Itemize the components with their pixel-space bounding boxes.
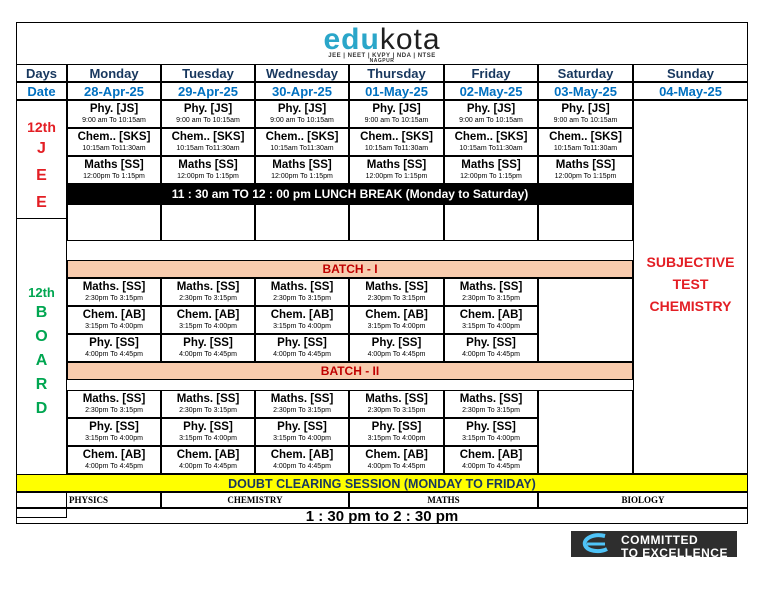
logo-brand-kota: kota	[379, 23, 441, 56]
batch-1-slot	[349, 334, 444, 362]
slot-subject: Chem. [AB]	[82, 449, 146, 461]
slot-subject: Phy. [SS]	[89, 337, 139, 349]
jee-slot	[444, 100, 538, 128]
batch-2-slot	[67, 418, 161, 446]
slot-subject: Chem. [AB]	[459, 449, 523, 461]
days-label: Days	[16, 64, 67, 82]
batch-1-label: BATCH - I	[67, 260, 633, 278]
board-side-letter: D	[35, 400, 48, 417]
slot-time: 12:00pm To 1:15pm	[460, 173, 522, 180]
batch-2-slot	[349, 446, 444, 474]
batch-1-slot	[444, 334, 538, 362]
day-header: Friday	[444, 64, 538, 82]
slot-subject: Phy. [SS]	[183, 421, 233, 433]
slot-time: 9:00 am To 10:15am	[82, 117, 146, 124]
slot-subject: Phy. [JS]	[372, 103, 421, 115]
slot-time: 2:30pm To 3:15pm	[85, 295, 143, 302]
slot-time: 12:00pm To 1:15pm	[177, 173, 239, 180]
slot-subject: Maths. [SS]	[270, 393, 334, 405]
slot-time: 4:00pm To 4:45pm	[462, 463, 520, 470]
jee-side-label	[16, 100, 67, 219]
jee-slot	[349, 156, 444, 184]
sunday-text-line3: CHEMISTRY	[649, 298, 732, 314]
jee-slot	[444, 156, 538, 184]
slot-subject: Phy. [SS]	[277, 421, 327, 433]
slot-subject: Chem. [AB]	[176, 449, 240, 461]
sunday-text-line1: SUBJECTIVE	[646, 254, 735, 270]
batch-2-slot	[67, 446, 161, 474]
slot-time: 9:00 am To 10:15am	[459, 117, 523, 124]
date-header: 01-May-25	[349, 82, 444, 100]
jee-slot	[444, 128, 538, 156]
batch-1-slot	[67, 306, 161, 334]
day-header: Wednesday	[255, 64, 349, 82]
slot-subject: Maths [SS]	[84, 159, 144, 171]
slot-subject: Phy. [SS]	[371, 337, 422, 349]
board-side-top: 12th	[28, 285, 55, 300]
empty-slot	[538, 204, 633, 241]
slot-time: 4:00pm To 4:45pm	[85, 351, 143, 358]
slot-time: 9:00 am To 10:15am	[270, 117, 334, 124]
slot-subject: Chem.. [SKS]	[454, 131, 528, 143]
jee-side-letter: E	[36, 194, 47, 211]
day-header: Saturday	[538, 64, 633, 82]
day-header: Tuesday	[161, 64, 255, 82]
slot-time: 10:15am To11:30am	[459, 145, 523, 152]
slot-subject: Chem. [AB]	[365, 309, 428, 321]
badge-logo-icon	[575, 531, 619, 557]
slot-subject: Chem. [AB]	[270, 309, 334, 321]
batch-1-slot	[255, 306, 349, 334]
slot-time: 10:15am To11:30am	[82, 145, 146, 152]
slot-subject: Phy. [SS]	[466, 337, 516, 349]
slot-time: 12:00pm To 1:15pm	[554, 173, 617, 180]
batch-1-slot	[161, 278, 255, 306]
slot-time: 2:30pm To 3:15pm	[462, 295, 520, 302]
board-side-letter: R	[35, 376, 48, 393]
lunch-break-bar: 11 : 30 am TO 12 : 00 pm LUNCH BREAK (Monday to Saturday)	[67, 184, 633, 204]
slot-subject: Chem.. [SKS]	[171, 131, 245, 143]
sunday-text-line2: TEST	[672, 276, 709, 292]
logo-brand-edu: edu	[323, 23, 380, 56]
date-label: Date	[16, 82, 67, 100]
jee-slot	[161, 156, 255, 184]
logo-tagline	[17, 53, 747, 64]
empty-slot	[255, 204, 349, 241]
batch-1-slot	[255, 334, 349, 362]
timetable-sheet	[16, 22, 748, 528]
slot-time: 4:00pm To 4:45pm	[367, 463, 426, 470]
slot-time: 12:00pm To 1:15pm	[365, 173, 428, 180]
date-header: 02-May-25	[444, 82, 538, 100]
jee-slot	[538, 128, 633, 156]
slot-subject: Chem.. [SKS]	[549, 131, 622, 143]
batch-1-slot	[255, 278, 349, 306]
slot-time: 4:00pm To 4:45pm	[85, 463, 143, 470]
slot-subject: Chem. [AB]	[176, 309, 240, 321]
slot-subject: Maths. [SS]	[365, 281, 428, 293]
slot-time: 10:15am To11:30am	[553, 145, 618, 152]
day-header: Monday	[67, 64, 161, 82]
batch-1-slot	[444, 278, 538, 306]
slot-time: 4:00pm To 4:45pm	[179, 463, 237, 470]
slot-subject: Chem. [AB]	[270, 449, 334, 461]
slot-subject: Phy. [SS]	[466, 421, 516, 433]
slot-time: 10:15am To11:30am	[364, 145, 429, 152]
slot-subject: Phy. [JS]	[561, 103, 610, 115]
slot-subject: Maths [SS]	[555, 159, 616, 171]
slot-time: 2:30pm To 3:15pm	[273, 295, 331, 302]
jee-slot	[67, 100, 161, 128]
logo-wordmark	[323, 25, 440, 55]
batch-2-slot	[161, 446, 255, 474]
slot-subject: Maths [SS]	[366, 159, 427, 171]
doubt-timing: 1 : 30 pm to 2 : 30 pm	[16, 508, 748, 524]
batch-1-slot	[161, 306, 255, 334]
edukota-logo	[16, 22, 748, 64]
slot-time: 4:00pm To 4:45pm	[367, 351, 426, 358]
slot-subject: Chem.. [SKS]	[265, 131, 339, 143]
jee-slot	[67, 128, 161, 156]
slot-subject: Phy. [JS]	[466, 103, 516, 115]
batch-2-label: BATCH - II	[67, 362, 633, 380]
date-header: 03-May-25	[538, 82, 633, 100]
batch-2-slot	[161, 390, 255, 418]
slot-time: 12:00pm To 1:15pm	[83, 173, 145, 180]
batch-1-slot	[444, 306, 538, 334]
batch-2-slot	[444, 418, 538, 446]
slot-time: 2:30pm To 3:15pm	[462, 407, 520, 414]
sunday-subjective-test	[633, 100, 748, 474]
slot-time: 3:15pm To 4:00pm	[367, 435, 426, 442]
logo-tagline-text: JEE | NEET | KVPY | NDA | NTSE	[328, 53, 436, 59]
slot-subject: Chem. [AB]	[82, 309, 146, 321]
batch-1-slot	[67, 278, 161, 306]
batch-1-slot	[349, 278, 444, 306]
badge-text	[621, 534, 728, 557]
slot-time: 4:00pm To 4:45pm	[273, 463, 331, 470]
slot-subject: Maths. [SS]	[176, 393, 240, 405]
batch-2-slot	[67, 390, 161, 418]
doubt-subject: BIOLOGY	[538, 492, 748, 508]
slot-subject: Maths. [SS]	[365, 393, 428, 405]
doubt-subject: CHEMISTRY	[161, 492, 349, 508]
slot-subject: Phy. [SS]	[89, 421, 139, 433]
jee-slot	[161, 128, 255, 156]
batch-2-slot	[255, 446, 349, 474]
slot-time: 9:00 am To 10:15am	[176, 117, 240, 124]
slot-time: 3:15pm To 4:00pm	[179, 323, 237, 330]
board-side-letter: O	[35, 328, 48, 345]
jee-side-top: 12th	[27, 119, 56, 135]
logo-city: NAGPUR	[369, 58, 395, 64]
date-header: 29-Apr-25	[161, 82, 255, 100]
slot-subject: Maths [SS]	[461, 159, 521, 171]
jee-slot	[255, 156, 349, 184]
jee-slot	[538, 100, 633, 128]
empty-slot	[444, 204, 538, 241]
batch-2-slot	[255, 390, 349, 418]
empty-slot	[161, 204, 255, 241]
slot-time: 2:30pm To 3:15pm	[85, 407, 143, 414]
batch-1-slot	[67, 334, 161, 362]
batch-2-slot	[349, 390, 444, 418]
slot-subject: Phy. [SS]	[277, 337, 327, 349]
slot-subject: Phy. [SS]	[371, 421, 422, 433]
slot-subject: Phy. [SS]	[183, 337, 233, 349]
slot-subject: Maths. [SS]	[82, 281, 146, 293]
jee-side-letter: E	[36, 167, 47, 184]
slot-time: 9:00 am To 10:15am	[553, 117, 618, 124]
slot-time: 4:00pm To 4:45pm	[273, 351, 331, 358]
slot-subject: Maths. [SS]	[270, 281, 334, 293]
batch-2-slot	[255, 418, 349, 446]
slot-time: 3:15pm To 4:00pm	[85, 323, 143, 330]
slot-subject: Chem.. [SKS]	[77, 131, 151, 143]
slot-time: 9:00 am To 10:15am	[364, 117, 429, 124]
empty-slot	[67, 204, 161, 241]
slot-subject: Maths [SS]	[178, 159, 238, 171]
slot-subject: Chem. [AB]	[365, 449, 428, 461]
date-header: 04-May-25	[633, 82, 748, 100]
slot-time: 4:00pm To 4:45pm	[179, 351, 237, 358]
slot-time: 10:15am To11:30am	[270, 145, 334, 152]
batch-1-slot	[161, 334, 255, 362]
batch-2-slot	[161, 418, 255, 446]
slot-time: 3:15pm To 4:00pm	[273, 435, 331, 442]
batch-2-slot	[444, 446, 538, 474]
empty-slot	[349, 204, 444, 241]
batch-1-slot	[349, 306, 444, 334]
slot-time: 3:15pm To 4:00pm	[462, 435, 520, 442]
slot-time: 2:30pm To 3:15pm	[179, 407, 237, 414]
slot-time: 2:30pm To 3:15pm	[367, 295, 426, 302]
slot-time: 3:15pm To 4:00pm	[367, 323, 426, 330]
slot-subject: Maths. [SS]	[176, 281, 240, 293]
jee-slot	[67, 156, 161, 184]
slot-subject: Phy. [JS]	[183, 103, 233, 115]
slot-time: 3:15pm To 4:00pm	[179, 435, 237, 442]
doubt-session-title: DOUBT CLEARING SESSION (MONDAY TO FRIDAY)	[16, 474, 748, 492]
slot-subject: Phy. [JS]	[89, 103, 139, 115]
slot-subject: Maths [SS]	[272, 159, 332, 171]
jee-slot	[255, 100, 349, 128]
slot-time: 2:30pm To 3:15pm	[367, 407, 426, 414]
date-header: 28-Apr-25	[67, 82, 161, 100]
committed-badge	[571, 531, 737, 557]
slot-time: 3:15pm To 4:00pm	[462, 323, 520, 330]
jee-slot	[349, 100, 444, 128]
slot-time: 10:15am To11:30am	[176, 145, 240, 152]
slot-time: 2:30pm To 3:15pm	[179, 295, 237, 302]
doubt-subject: PHYSICS	[16, 492, 161, 508]
slot-time: 12:00pm To 1:15pm	[271, 173, 333, 180]
slot-time: 3:15pm To 4:00pm	[273, 323, 331, 330]
badge-line-1: COMMITTED	[621, 533, 699, 547]
batch-2-saturday-empty	[538, 390, 633, 474]
slot-subject: Maths. [SS]	[459, 281, 523, 293]
board-side-letter: A	[35, 352, 48, 369]
schedule-grid	[16, 64, 748, 528]
jee-slot	[538, 156, 633, 184]
slot-time: 3:15pm To 4:00pm	[85, 435, 143, 442]
slot-subject: Chem. [AB]	[459, 309, 523, 321]
jee-slot	[255, 128, 349, 156]
batch-2-slot	[349, 418, 444, 446]
slot-subject: Maths. [SS]	[82, 393, 146, 405]
slot-subject: Chem.. [SKS]	[360, 131, 433, 143]
board-side-letter: B	[35, 304, 48, 321]
doubt-subject: MATHS	[349, 492, 538, 508]
slot-time: 2:30pm To 3:15pm	[273, 407, 331, 414]
batch-2-slot	[444, 390, 538, 418]
day-header: Thursday	[349, 64, 444, 82]
slot-time: 4:00pm To 4:45pm	[462, 351, 520, 358]
jee-side-letter: J	[37, 140, 46, 157]
badge-line-2: TO EXCELLENCE	[621, 546, 728, 557]
batch-1-saturday-empty	[538, 278, 633, 362]
jee-slot	[161, 100, 255, 128]
slot-subject: Phy. [JS]	[277, 103, 327, 115]
jee-slot	[349, 128, 444, 156]
slot-subject: Maths. [SS]	[459, 393, 523, 405]
day-header: Sunday	[633, 64, 748, 82]
date-header: 30-Apr-25	[255, 82, 349, 100]
